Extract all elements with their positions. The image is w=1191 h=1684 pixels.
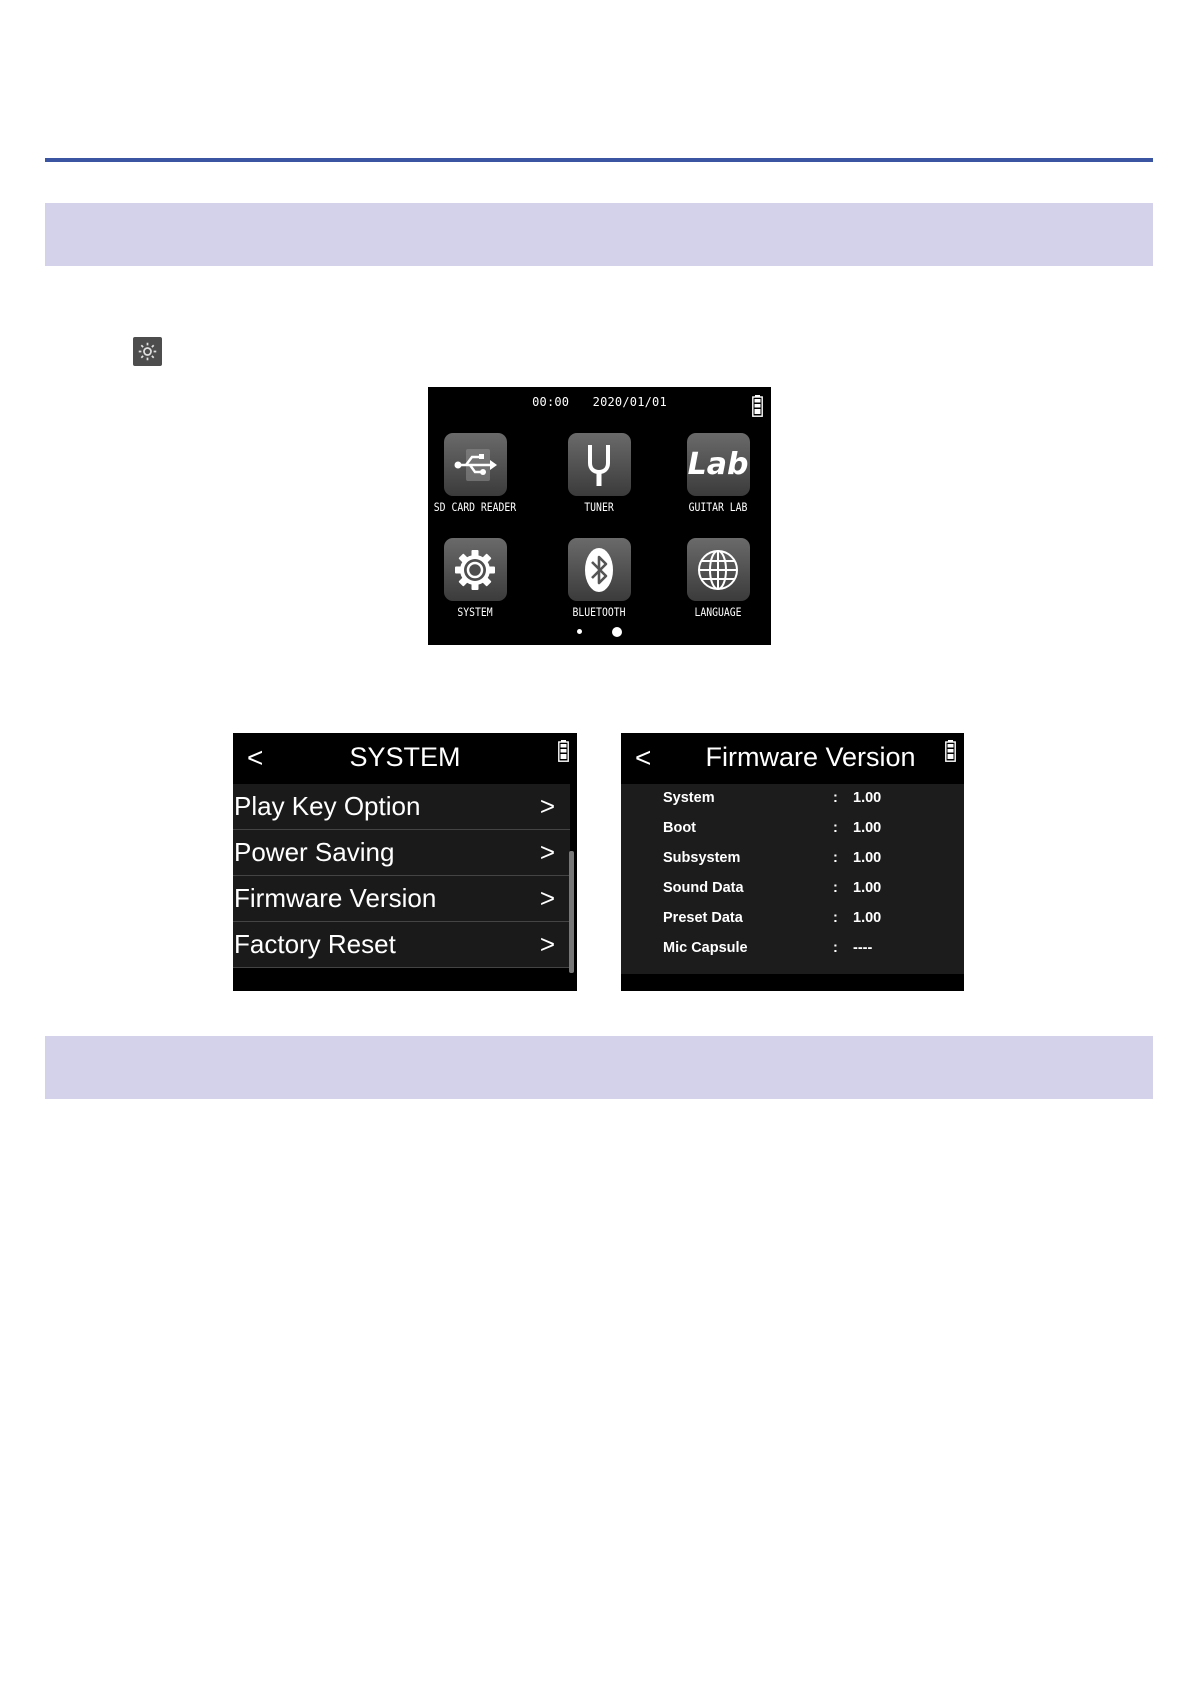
version-value: ---- [853, 940, 873, 956]
screen-title: SYSTEM [349, 742, 461, 772]
app-guitar-lab[interactable] [663, 433, 771, 514]
app-label: GUITAR LAB [688, 500, 748, 514]
app-sd-card-reader[interactable] [428, 433, 530, 514]
menu-item-firmware-version[interactable] [233, 876, 570, 922]
version-value: 1.00 [853, 850, 882, 866]
chevron-right-icon: > [539, 883, 555, 913]
menu-item-label: Play Key Option [234, 791, 421, 821]
menu-item-factory-reset[interactable] [233, 922, 570, 968]
version-row [621, 934, 964, 964]
globe-icon [696, 548, 740, 592]
tuning-fork-icon [584, 443, 614, 487]
app-system[interactable] [428, 538, 530, 619]
app-label: BLUETOOTH [572, 605, 626, 619]
version-key: Mic Capsule [663, 940, 748, 956]
app-bluetooth[interactable] [544, 538, 654, 619]
lab-icon: Lab [687, 447, 749, 482]
chevron-right-icon: > [539, 837, 555, 867]
app-label: SYSTEM [457, 605, 493, 619]
menu-item-label: Firmware Version [234, 883, 437, 913]
version-sep: : [833, 910, 838, 926]
version-sep: : [833, 940, 838, 956]
chevron-right-icon: > [539, 791, 555, 821]
version-value: 1.00 [853, 880, 882, 896]
section-rule [45, 158, 1153, 162]
section-heading-band [45, 1036, 1153, 1099]
gear-icon [453, 548, 497, 592]
scrollbar[interactable] [569, 851, 574, 973]
version-key: Sound Data [663, 880, 744, 896]
usb-icon [452, 445, 498, 485]
version-row [621, 904, 964, 934]
section-heading-band [45, 203, 1153, 266]
menu-item-label: Power Saving [234, 837, 395, 867]
home-screen [428, 387, 771, 645]
battery-icon [752, 395, 763, 417]
version-sep: : [833, 790, 838, 806]
app-tuner[interactable] [544, 433, 654, 514]
version-row [621, 844, 964, 874]
page-dot-active[interactable] [612, 627, 622, 637]
screen-header [233, 733, 577, 783]
version-row [621, 784, 964, 814]
menu-item-play-key-option[interactable] [233, 784, 570, 830]
bluetooth-icon [583, 547, 615, 593]
app-label: LANGUAGE [694, 605, 742, 619]
clock-time: 00:00 [532, 395, 570, 409]
version-row [621, 814, 964, 844]
app-label: TUNER [584, 500, 614, 514]
gear-icon [133, 337, 162, 366]
battery-icon [558, 740, 569, 762]
version-sep: : [833, 820, 838, 836]
chevron-right-icon: > [539, 929, 555, 959]
system-screen [233, 733, 577, 991]
version-key: Boot [663, 820, 697, 836]
page-indicator [428, 623, 771, 641]
version-value: 1.00 [853, 820, 882, 836]
app-language[interactable] [663, 538, 771, 619]
battery-icon [945, 740, 956, 762]
version-sep: : [833, 850, 838, 866]
clock-date: 2020/01/01 [592, 395, 667, 409]
version-list [621, 784, 964, 974]
version-sep: : [833, 880, 838, 896]
menu-item-label: Factory Reset [234, 929, 396, 959]
version-key: Preset Data [663, 910, 743, 926]
version-value: 1.00 [853, 790, 882, 806]
firmware-version-screen [621, 733, 964, 991]
version-key: Subsystem [663, 850, 741, 866]
version-value: 1.00 [853, 910, 882, 926]
version-row [621, 874, 964, 904]
version-key: System [663, 790, 715, 806]
app-label: SD CARD READER [433, 500, 517, 514]
back-button[interactable]: < [635, 742, 652, 773]
screen-title: Firmware Version [705, 742, 916, 772]
page-dot[interactable] [577, 629, 582, 634]
screen-header [621, 733, 964, 783]
menu-item-power-saving[interactable] [233, 830, 570, 876]
status-bar [428, 395, 771, 409]
back-button[interactable]: < [247, 742, 264, 773]
